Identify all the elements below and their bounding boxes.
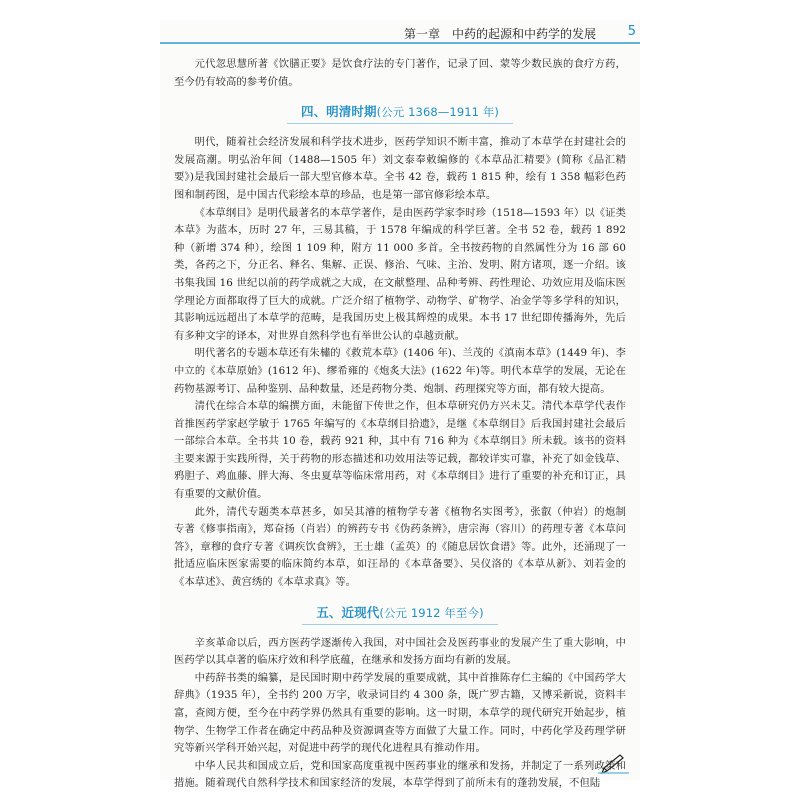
paragraph: 此外，清代专题类本草甚多，如吴其濬的植物学专著《植物名实图考》，张叡（仲岩）的炮制专著《修事指南》，郑奋扬（肖岩）的辨药专书《伪药条辨》，唐宗海（容川）的药理专著《本草问答》，章穆的食疗专著《调疾饮食辨》，王士雄（孟英）的《随息居饮食谱》等。此外，还涌现了一批适应临床医家需要的临床简约本草，如汪昂的《本草备要》、吴仪洛的《本草从新》、刘若金的《本草述》、黄宫绣的《本草求真》等。: [174, 505, 626, 589]
paragraph: 清代在综合本草的编撰方面，未能留下传世之作，但本草研究仍方兴未艾。清代本草学代表作首推医药学家赵学敏于 1765 年编写的《本草纲目拾遗》，是继《本草纲目》后我国封建社会最后一部综合本草。全书共 10 卷，载药 921 种，其中有 716 种为《本草纲目》所未载。该书的资料主要来源于实践所得，关于药物的形态描述和功效用法等记载，都较详实可靠，补充了如金钱草、鸦胆子、鸡血藤、胖大海、冬虫夏草等临床常用药，对《本草纲目》进行了重要的补充和订正，具有重要的文献价值。: [174, 400, 626, 501]
running-header: [160, 20, 640, 42]
section-heading-ming-qing: [174, 103, 626, 124]
section-note: (公元 1912 年至今): [379, 605, 484, 620]
chapter-title: 第一章 中药的起源和中药学的发展: [403, 27, 596, 41]
section-title: 五、近现代: [316, 604, 380, 620]
page-number: 5: [627, 24, 636, 39]
paragraph: 辛亥革命以后，西方医药学逐渐传入我国，对中国社会及医药事业的发展产生了重大影响，中医药学以其卓著的临床疗效和科学底蕴，在继承和发扬方面均有新的发展。: [174, 636, 626, 667]
section-title: 四、明清时期: [300, 104, 377, 120]
section-note: (公元 1368—1911 年): [376, 105, 500, 120]
paragraph: 明代著名的专题本草还有朱橚的《救荒本草》(1406 年)、兰茂的《滇南本草》(1449 年)、李中立的《本草原始》(1612 年)、缪希雍的《炮炙大法》(1622 年)等。明代本草学的发展，无论在药物基源考订、品种鉴别、品种数量，还是药物分类、炮制、药理探究等方面，都有较大提高。: [174, 347, 626, 395]
paragraph: 中药辞书类的编纂，是民国时期中药学发展的重要成就，其中首推陈存仁主编的《中国药学大辞典》（1935 年），全书约 200 万字，收录词目约 4 300 条，既广罗古籍，又博采新说，资料丰富，查阅方便，至今在中药学界仍然具有重要的影响。这一时期，本草学的现代研究开始起步，植物学、生物学工作者在确定中药品种及资源调查等方面做了大量工作。同时，中药化学及药理学研究等新兴学科开始兴起，对促进中药学的现代化进程具有推动作用。: [174, 671, 626, 755]
pen-icon: [596, 752, 630, 774]
section-heading-modern: [174, 604, 626, 625]
intro-paragraph: 元代忽思慧所著《饮膳正要》是饮食疗法的专门著作，记录了回、蒙等少数民族的食疗方药，至今仍有较高的参考价值。: [174, 58, 626, 88]
paragraph: 中华人民共和国成立后，党和国家高度重视中医药事业的继承和发扬，并制定了一系列政策和措施。随着现代自然科学技术和国家经济的发展，本草学得到了前所未有的蓬勃发展，不但陆: [174, 759, 626, 790]
page-content: [174, 56, 626, 793]
book-page: [160, 20, 640, 790]
paragraph: 明代，随着社会经济发展和科学技术进步，医药学知识不断丰富，推动了本草学在封建社会的发展高潮。明弘治年间（1488—1505 年）刘文泰奉敕编修的《本草品汇精要》(简称《品汇精要》)是我国封建社会最后一部大型官修本草。全书 42 卷，载药 1 815 种，绘有 1 358 幅彩色药图和制药图，是中国古代彩绘本草的珍品，也是第一部官修彩绘本草。: [174, 136, 626, 201]
paragraph: 《本草纲目》是明代最著名的本草学著作，是由医药学家李时珍（1518—1593 年）以《证类本草》为蓝本，历时 27 年，三易其稿，于 1578 年编成的科学巨著。全书 52 卷，载药 1 892 种（新增 374 种），绘图 1 109 种，附方 11 000 多首。全书按药物的自然属性分为 16 部 60 类，各药之下，分正名、释名、集解、正误、修治、气味、主治、发明、附方诸项，逐一介绍。该书集我国 16 世纪以前的药学成就之大成，在文献整理、品种考辨、药性理论、功效应用及临床医学理论方面都取得了巨大的成就。广泛介绍了植物学、动物学、矿物学、冶金学等多学科的知识，其影响远远超出了本草学的范畴，是我国历史上极其辉煌的成果。本书 17 世纪即传播海外，先后有多种文字的译本，对世界自然科学也有举世公认的卓越贡献。: [174, 206, 626, 342]
header-rule: [160, 42, 640, 44]
